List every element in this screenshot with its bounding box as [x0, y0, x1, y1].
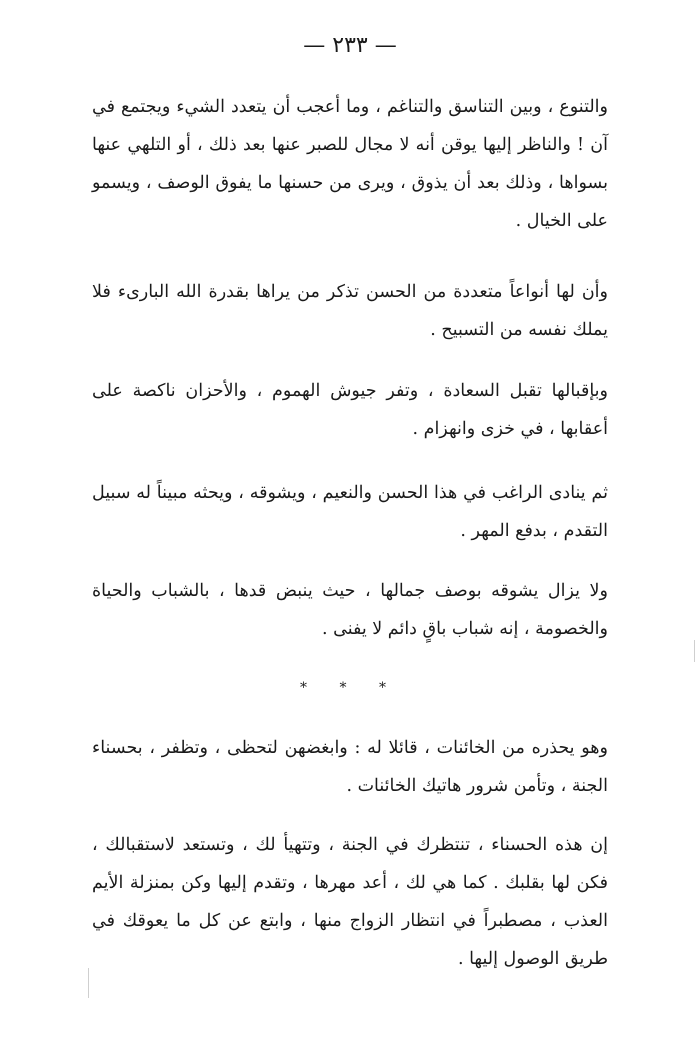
- paragraph-4: [92, 474, 608, 550]
- paragraph-text: والتنوع ، وبين التناسق والتناغم ، وما أعجب أن يتعدد الشيء ويجتمع في آن ! والناظر إليها يوقن أنه لا مجال للصبر عنها بعد ذلك ، أو التلهي عنها بسواها ، وذلك بعد أن يذوق ، ويرى من حسنها ما يفوق الوصف ، ويسمو على الخيال .: [92, 97, 608, 231]
- paragraph-text: إن هذه الحسناء ، تنتظرك في الجنة ، وتتهيأ لك ، وتستعد لاستقبالك ، فكن لها بقلبك . كما هي لك ، أعد مهرها ، وتقدم إليها وكن بمنزلة الأيم العذب ، مصطبراً في انتظار الزواج منها ، وابتع عن كل ما يعوقك في طريق الوصول إليها .: [92, 835, 608, 969]
- paragraph-text: وبإقبالها تقبل السعادة ، وتفر جيوش الهموم ، والأحزان ناكصة على أعقابها ، في خزى وانهزام .: [92, 381, 608, 439]
- paragraph-5: [92, 572, 608, 648]
- paragraph-text: وهو يحذره من الخائنات ، قائلا له : وابغضهن لتحظى ، وتظفر ، بحسناء الجنة ، وتأمن شرور هاتيك الخائنات .: [92, 738, 608, 796]
- paragraph-3: [92, 372, 608, 448]
- paragraph-7: [92, 826, 608, 978]
- section-separator: * * *: [300, 680, 400, 696]
- paragraph-text: وأن لها أنواعاً متعددة من الحسن تذكر من يراها بقدرة الله البارىء فلا يملك نفسه من التسبيح .: [92, 282, 608, 340]
- paragraph-2: [92, 273, 608, 349]
- scan-mark: [88, 968, 89, 998]
- paragraph-text: ثم ينادى الراغب في هذا الحسن والنعيم ، ويشوقه ، ويحثه مبيناً له سبيل التقدم ، بدفع المهر .: [92, 483, 608, 541]
- page-number: — ٢٣٣ —: [303, 33, 397, 58]
- paragraph-6: [92, 729, 608, 805]
- paragraph-text: ولا يزال يشوقه بوصف جمالها ، حيث ينبض قدها ، بالشباب والحياة والخصومة ، إنه شباب باقٍ دائم لا يفنى .: [92, 581, 608, 639]
- scan-mark: [694, 640, 695, 662]
- paragraph-1: [92, 88, 608, 240]
